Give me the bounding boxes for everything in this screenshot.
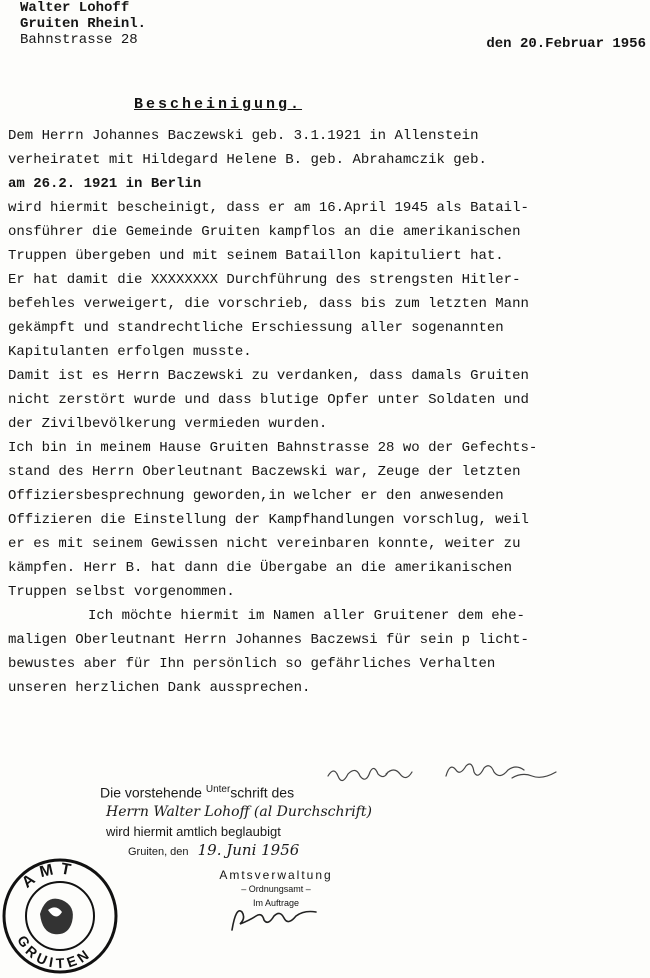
- body-line: Truppen übergeben und mit seinem Bataillon kapituliert hat.: [8, 248, 504, 264]
- office-on-behalf: Im Auftrage: [252, 898, 300, 908]
- body-line: Ich bin in meinem Hause Gruiten Bahnstrasse 28 wo der Gefechts-: [8, 440, 538, 456]
- body-line: am 26.2. 1921 in Berlin: [8, 176, 202, 192]
- certification-handwritten-name: Herrn Walter Lohoff (al Durchschrift): [106, 803, 372, 820]
- sender-block: [20, 0, 146, 48]
- body-line: Kapitulanten erfolgen musste.: [8, 344, 252, 360]
- certification-line-1: Die vorstehende $^{Unter}$schrift des: [100, 784, 295, 801]
- body-line: er es mit seinem Gewissen nicht vereinbaren konnte, weiter zu: [8, 536, 521, 552]
- body-line: Offiziersbesprechnung geworden,in welcher er den anwesenden: [8, 488, 504, 504]
- body-line: gekämpft und standrechtliche Erschiessung aller sogenannten: [8, 320, 504, 336]
- certification-place-date: Gruiten, den 19. Juni 1956: [128, 840, 300, 859]
- body-line: Offizieren die Einstellung der Kampfhandlungen vorschlug, weil: [8, 512, 529, 528]
- certification-block: [100, 780, 480, 862]
- certification-line-3: wird hiermit amtlich beglaubigt: [106, 823, 281, 839]
- body-line: wird hiermit bescheinigt, dass er am 16.April 1945 als Batail-: [8, 200, 529, 216]
- seal-top-text: AMT: [18, 860, 79, 892]
- letter-date: den 20.Februar 1956: [486, 36, 646, 52]
- sender-name: Walter Lohoff: [20, 0, 130, 16]
- office-name: Amtsverwaltung: [219, 868, 333, 882]
- sender-street: Bahnstrasse 28: [20, 32, 138, 48]
- seal-bottom-text: GRUITEN: [14, 932, 95, 972]
- body-line: Truppen selbst vorgenommen.: [8, 584, 235, 600]
- body-line: Er hat damit die XXXXXXXX Durchführung des strengsten Hitler-: [8, 272, 521, 288]
- certificate-body: [8, 124, 648, 700]
- document-title: Bescheinigung.: [134, 96, 303, 113]
- body-line: stand des Herrn Oberleutnant Baczewski war, Zeuge der letzten: [8, 464, 521, 480]
- body-line: befehles verweigert, die vorschrieb, dass bis zum letzten Mann: [8, 296, 529, 312]
- closing-line: Ich möchte hiermit im Namen aller Gruitener dem ehe-: [88, 608, 525, 624]
- office-department: – Ordnungsamt –: [241, 884, 311, 894]
- closing-line: unseren herzlichen Dank aussprechen.: [8, 680, 311, 696]
- closing-line: maligen Oberleutnant Herrn Johannes Baczewsi für sein p licht-: [8, 632, 529, 648]
- official-signature: [224, 900, 334, 936]
- body-line: Dem Herrn Johannes Baczewski geb. 3.1.1921 in Allenstein: [8, 128, 479, 144]
- svg-text:GRUITEN: [14, 933, 95, 972]
- body-line: onsführer die Gemeinde Gruiten kampflos an die amerikanischen: [8, 224, 521, 240]
- body-line: nicht zerstört wurde und dass blutige Opfer unter Soldaten und: [8, 392, 529, 408]
- body-line: der Zivilbevölkerung vermieden wurden.: [8, 416, 328, 432]
- body-line: verheiratet mit Hildegard Helene B. geb. Abrahamczik geb.: [8, 152, 487, 168]
- closing-line: bewustes aber für Ihn persönlich so gefährliches Verhalten: [8, 656, 496, 672]
- svg-text:AMT: [19, 860, 78, 891]
- body-line: kämpfen. Herr B. hat dann die Übergabe an die amerikanischen: [8, 560, 513, 576]
- body-line: Damit ist es Herrn Baczewski zu verdanken, dass damals Gruiten: [8, 368, 529, 384]
- official-seal: [0, 856, 120, 976]
- sender-city: Gruiten Rheinl.: [20, 16, 147, 32]
